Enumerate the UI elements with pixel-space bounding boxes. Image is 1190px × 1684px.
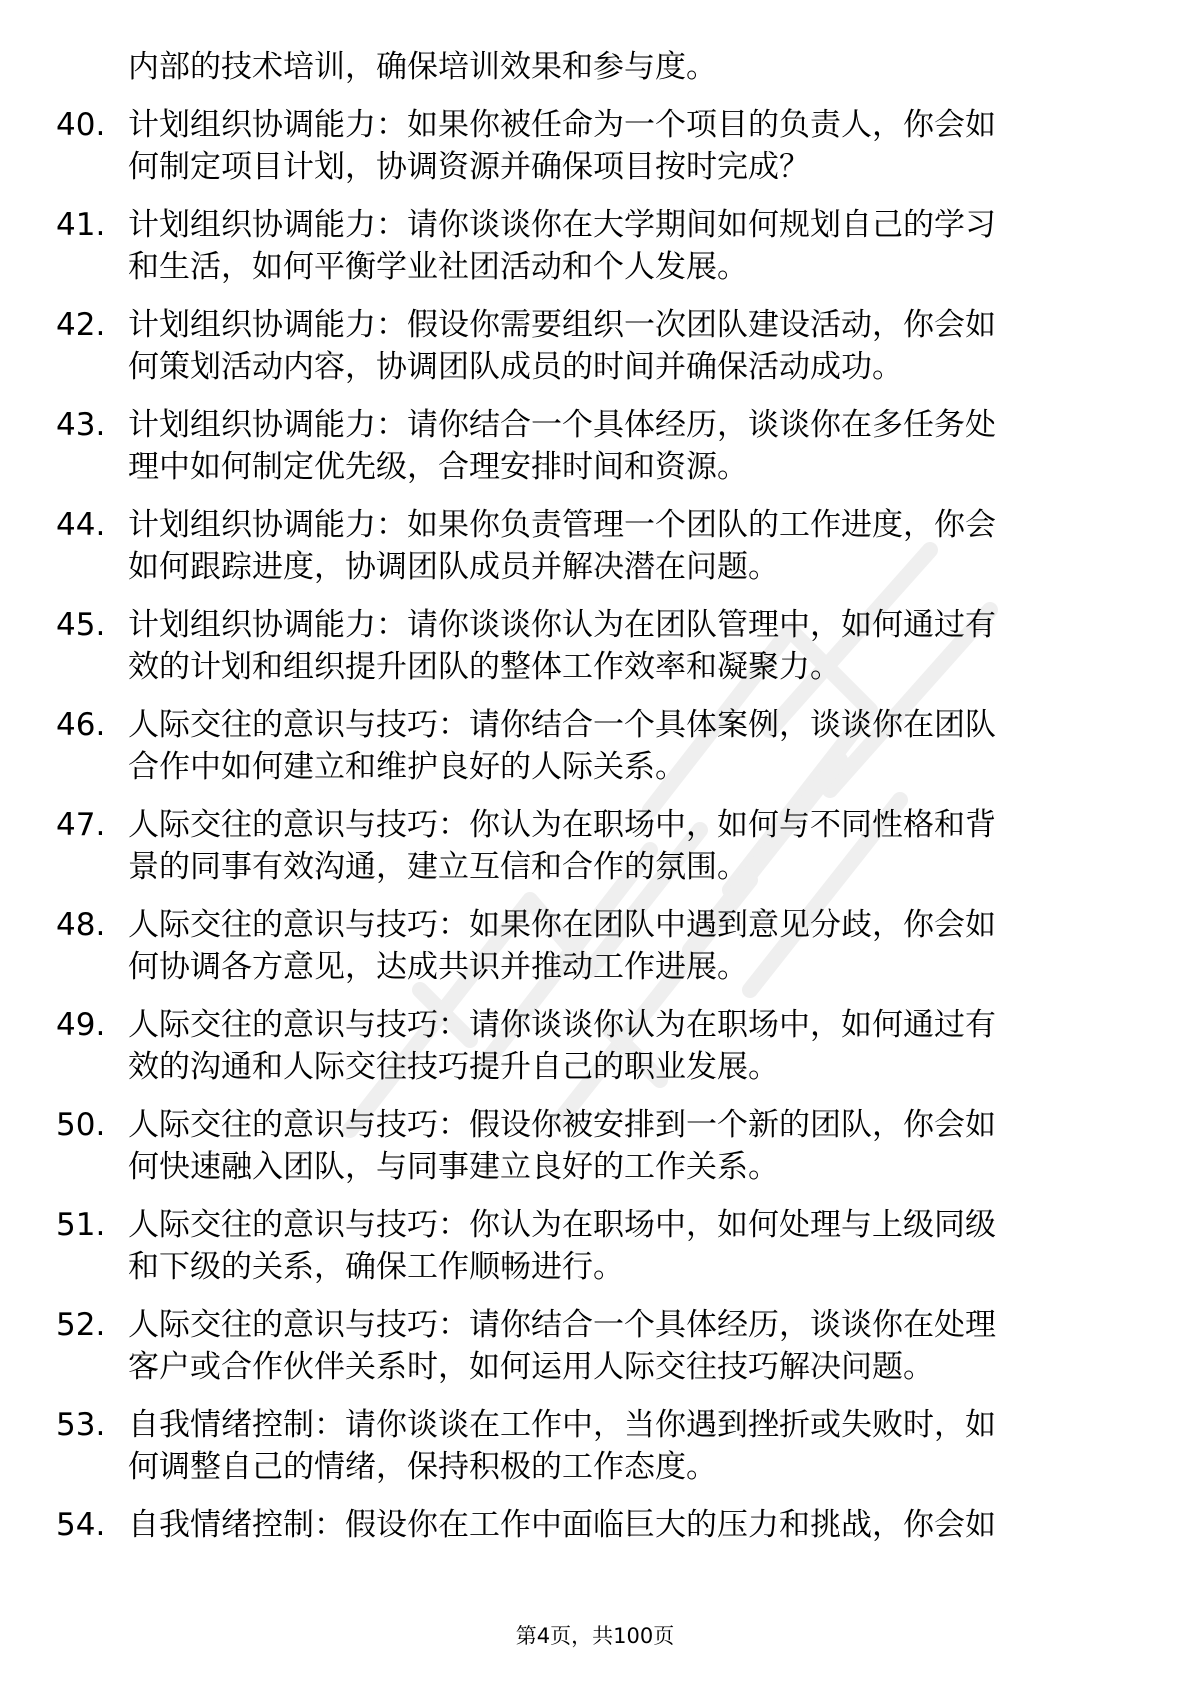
list-item <box>0 1104 1190 1188</box>
item-text-line: 计划组织协调能力：假设你需要组织一次团队建设活动，你会如 <box>128 307 996 343</box>
item-number: 47. <box>56 807 106 843</box>
list-item <box>0 404 1190 488</box>
item-number: 45. <box>56 607 106 643</box>
item-number: 48. <box>56 907 106 943</box>
item-number: 53. <box>56 1407 106 1443</box>
list-item <box>0 704 1190 788</box>
page-footer: 第4页，共100页 <box>515 1624 675 1648</box>
item-text-line: 计划组织协调能力：请你结合一个具体经历，谈谈你在多任务处 <box>128 407 996 443</box>
item-text-line: 计划组织协调能力：如果你被任命为一个项目的负责人，你会如 <box>128 107 996 143</box>
item-text-line: 人际交往的意识与技巧：假设你被安排到一个新的团队，你会如 <box>128 1107 996 1143</box>
item-text-line: 何协调各方意见，达成共识并推动工作进展。 <box>128 949 748 985</box>
item-text-line: 计划组织协调能力：请你谈谈你在大学期间如何规划自己的学习 <box>128 207 996 243</box>
item-number: 41. <box>56 207 106 243</box>
item-text-line: 景的同事有效沟通，建立互信和合作的氛围。 <box>128 849 748 885</box>
list-item <box>0 204 1190 288</box>
item-number: 54. <box>56 1507 106 1543</box>
continuation-line: 内部的技术培训，确保培训效果和参与度。 <box>128 49 717 85</box>
item-text-line: 自我情绪控制：假设你在工作中面临巨大的压力和挑战，你会如 <box>128 1507 996 1543</box>
list-item <box>0 104 1190 188</box>
item-text-line: 如何跟踪进度，协调团队成员并解决潜在问题。 <box>128 549 779 585</box>
item-text-line: 理中如何制定优先级，合理安排时间和资源。 <box>128 449 748 485</box>
item-text-line: 人际交往的意识与技巧：请你谈谈你认为在职场中，如何通过有 <box>128 1007 996 1043</box>
item-text-line: 人际交往的意识与技巧：你认为在职场中，如何与不同性格和背 <box>128 807 996 843</box>
item-text-line: 人际交往的意识与技巧：你认为在职场中，如何处理与上级同级 <box>128 1207 996 1243</box>
list-item <box>0 1504 1190 1546</box>
item-text-line: 何制定项目计划，协调资源并确保项目按时完成？ <box>128 149 810 185</box>
item-number: 51. <box>56 1207 106 1243</box>
list-item <box>0 904 1190 988</box>
item-text-line: 和下级的关系，确保工作顺畅进行。 <box>128 1249 624 1285</box>
item-number: 49. <box>56 1007 106 1043</box>
item-text-line: 人际交往的意识与技巧：请你结合一个具体案例，谈谈你在团队 <box>128 707 996 743</box>
item-text-line: 自我情绪控制：请你谈谈在工作中，当你遇到挫折或失败时，如 <box>128 1407 996 1443</box>
item-number: 46. <box>56 707 106 743</box>
item-number: 50. <box>56 1107 106 1143</box>
item-text-line: 计划组织协调能力：请你谈谈你认为在团队管理中，如何通过有 <box>128 607 996 643</box>
list-item <box>0 304 1190 388</box>
item-number: 43. <box>56 407 106 443</box>
item-text-line: 效的沟通和人际交往技巧提升自己的职业发展。 <box>128 1049 779 1085</box>
item-text-line: 和生活，如何平衡学业社团活动和个人发展。 <box>128 249 748 285</box>
item-text-line: 何快速融入团队，与同事建立良好的工作关系。 <box>128 1149 779 1185</box>
list-item <box>0 504 1190 588</box>
item-text-line: 效的计划和组织提升团队的整体工作效率和凝聚力。 <box>128 649 841 685</box>
question-list <box>0 46 1190 1546</box>
item-text-line: 人际交往的意识与技巧：如果你在团队中遇到意见分歧，你会如 <box>128 907 996 943</box>
item-text-line: 人际交往的意识与技巧：请你结合一个具体经历，谈谈你在处理 <box>128 1307 996 1343</box>
list-item <box>0 1404 1190 1488</box>
item-text-line: 何策划活动内容，协调团队成员的时间并确保活动成功。 <box>128 349 903 385</box>
item-number: 42. <box>56 307 106 343</box>
item-number: 44. <box>56 507 106 543</box>
item-number: 40. <box>56 107 106 143</box>
item-text-line: 何调整自己的情绪，保持积极的工作态度。 <box>128 1449 717 1485</box>
item-number: 52. <box>56 1307 106 1343</box>
list-item <box>0 804 1190 888</box>
item-text-line: 计划组织协调能力：如果你负责管理一个团队的工作进度，你会 <box>128 507 996 543</box>
list-item <box>0 1004 1190 1088</box>
list-item <box>0 1304 1190 1388</box>
item-text-line: 合作中如何建立和维护良好的人际关系。 <box>128 749 686 785</box>
list-item <box>0 604 1190 688</box>
item-text-line: 客户或合作伙伴关系时，如何运用人际交往技巧解决问题。 <box>128 1349 934 1385</box>
list-item <box>0 1204 1190 1288</box>
